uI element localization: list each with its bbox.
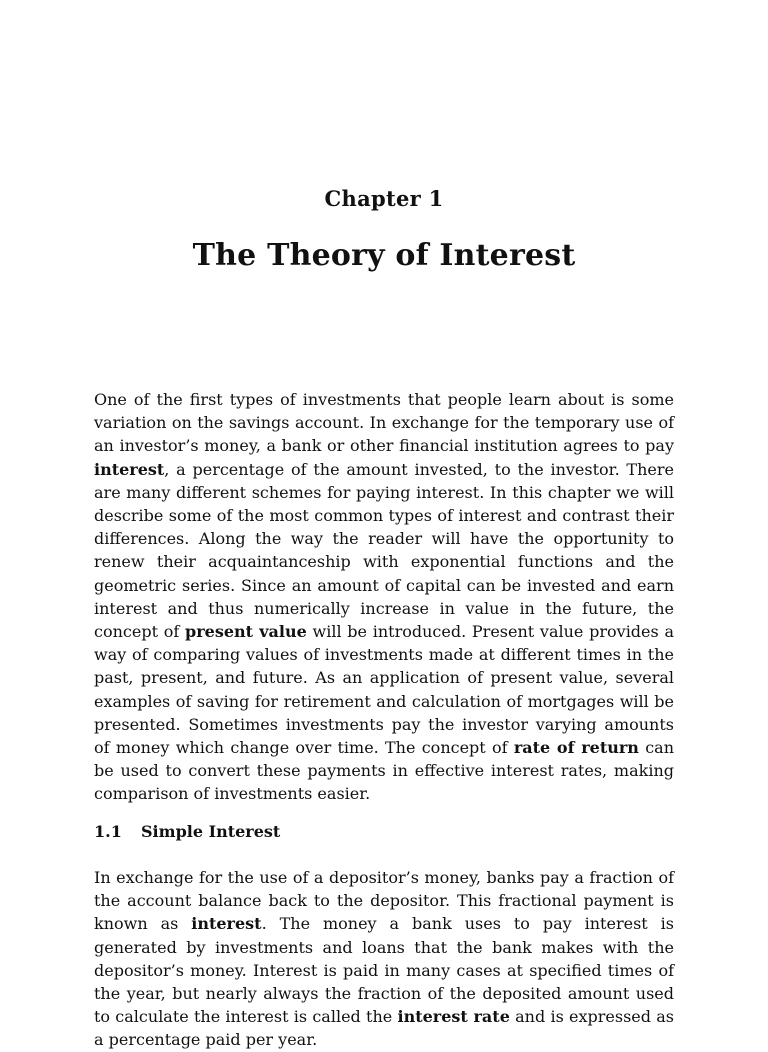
chapter-title: The Theory of Interest — [192, 238, 576, 273]
chapter-label: Chapter 1 — [324, 186, 444, 211]
term-interest: interest — [94, 459, 165, 479]
intro-text: will be introduced. Present value provides a way of comparing values of investments made at different times in the past, present, and future. As an application of present value, several examples of saving for retirement and calculation of mortgages will be presented. Sometimes investments pay the investor varying amounts of money which change over time. The concept of — [94, 622, 674, 758]
term-rate-of-return: rate of return — [513, 738, 639, 758]
term-present-value: present value — [185, 622, 307, 642]
intro-paragraph — [94, 388, 674, 806]
intro-text: can be used to convert these payments in effective interest rates, making comparison of investments easier. — [94, 738, 675, 804]
intro-text: , a percentage of the amount invested, to the investor. There are many different schemes for paying interest. In this chapter we will describe some of the most common types of interest and contrast their differences. Along the way the reader will have the opportunity to renew their acquaintanceship with exponential functions and the geometric series. Since an amount of capital can be invested and earn interest and thus numerically increase in value in the future, the concept of — [94, 459, 674, 642]
section-text: . The money a bank uses to pay interest is generated by investments and loans that the bank makes with the depositor’s money. Interest is paid in many cases at specified times of the year, but nearly always the fraction of the deposited amount used to calculate the interest is called the — [94, 914, 674, 1027]
section-number: 1.1 — [94, 822, 122, 841]
section-heading — [94, 822, 280, 841]
term-interest: interest — [191, 914, 262, 934]
section-title: Simple Interest — [141, 822, 281, 841]
term-interest-rate: interest rate — [397, 1007, 510, 1027]
intro-text: One of the first types of investments that people learn about is some variation on the savings account. In exchange for the temporary use of an investor’s money, a bank or other financial institution agrees to pay — [94, 390, 674, 456]
section-text: In exchange for the use of a depositor’s money, banks pay a fraction of the account balance back to the depositor. This fractional payment is known as — [94, 868, 674, 934]
section-text: and is expressed as a percentage paid per year. — [94, 1007, 675, 1050]
